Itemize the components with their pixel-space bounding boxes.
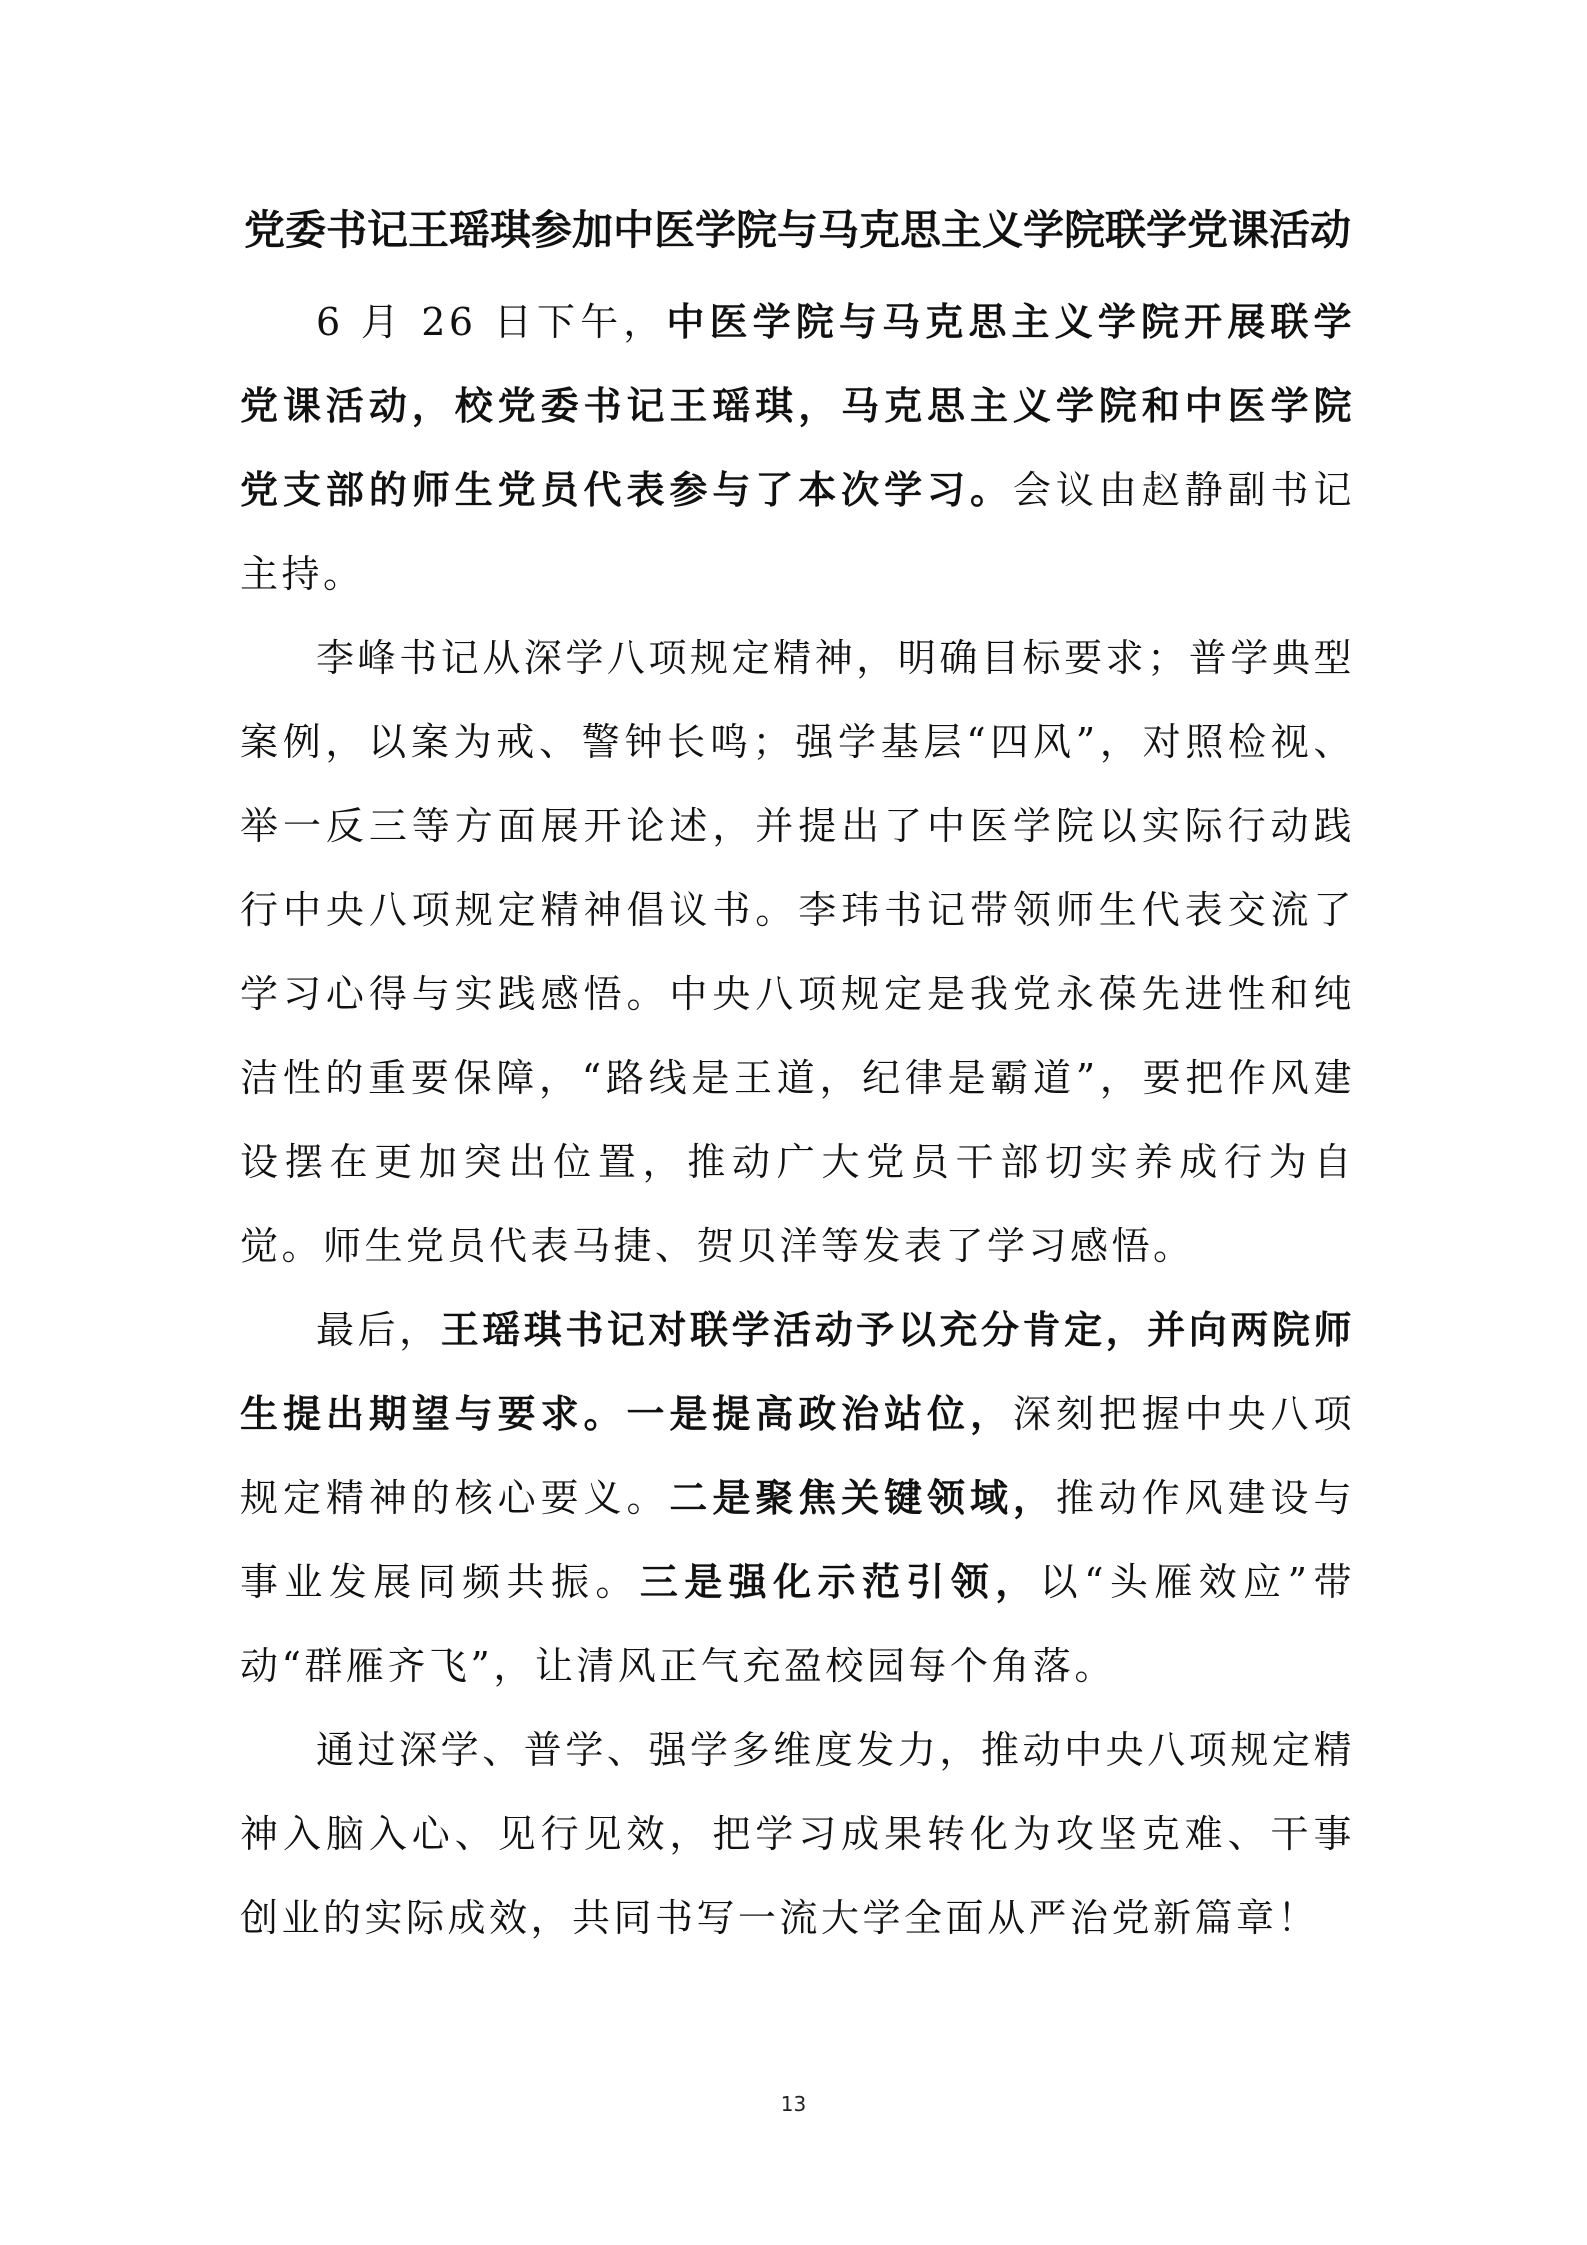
paragraph-2-segment-1: 李峰书记从深学八项规定精神，明确目标要求；普学典型案例，以案为戒、警钟长鸣；强学基层“四风”，对照检视、举一反三等方面展开论述，并提出了中医学院以实际行动践行中央八项规定精神倡议书。李玮书记带领师生代表交流了学习心得与实践感悟。中央八项规定是我党永葆先进性和纯洁性的重要保障，“路线是王道，纪律是霸道”，要把作风建设摆在更加突出位置，推动广大党员干部切实养成行为自觉。师生党员代表马捷、贺贝洋等发表了学习感悟。 [240,636,1355,1268]
paragraph-4-segment-1: 通过深学、普学、强学多维度发力，推动中央八项规定精神入脑入心、见行见效，把学习成果转化为攻坚克难、干事创业的实际成效，共同书写一流大学全面从严治党新篇章！ [240,1728,1355,1940]
paragraph-3-segment-3: 深刻把握中央八项规定精神的核心要义。 [240,1392,1355,1520]
paragraph-3-segment-2: 王瑶琪书记对联学活动予以充分肯定，并向两院师生提出期望与要求。一是提高政治站位， [240,1307,1355,1436]
paragraph-2 [240,616,1355,1288]
paragraph-3-segment-7: 以“头雁效应”带动“群雁齐飞”，让清风正气充盈校园每个角落。 [240,1560,1355,1688]
paragraph-3-segment-4: 二是聚焦关键领域， [669,1475,1056,1520]
paragraph-1-segment-1: 6 月 26 日下午， [316,300,667,344]
paragraph-1 [240,280,1355,616]
document-title: 党委书记王瑶琪参加中医学院与马克思主义学院联学党课活动 [244,206,1351,254]
paragraph-1-segment-3: 会议由赵静副书记主持。 [240,468,1355,596]
paragraph-1-segment-2: 中医学院与马克思主义学院开展联学党课活动，校党委书记王瑶琪，马克思主义学院和中医学院党支部的师生党员代表参与了本次学习。 [240,299,1355,512]
paragraph-4 [240,1708,1355,1960]
paragraph-3-segment-1: 最后， [316,1308,441,1352]
paragraph-3 [240,1288,1355,1708]
paragraph-3-segment-5: 推动作风建设与事业发展同频共振。 [240,1476,1355,1604]
document-body [240,280,1355,1960]
page-number: 13 [780,2092,807,2116]
paragraph-3-segment-6: 三是强化示范引领， [639,1559,1040,1604]
